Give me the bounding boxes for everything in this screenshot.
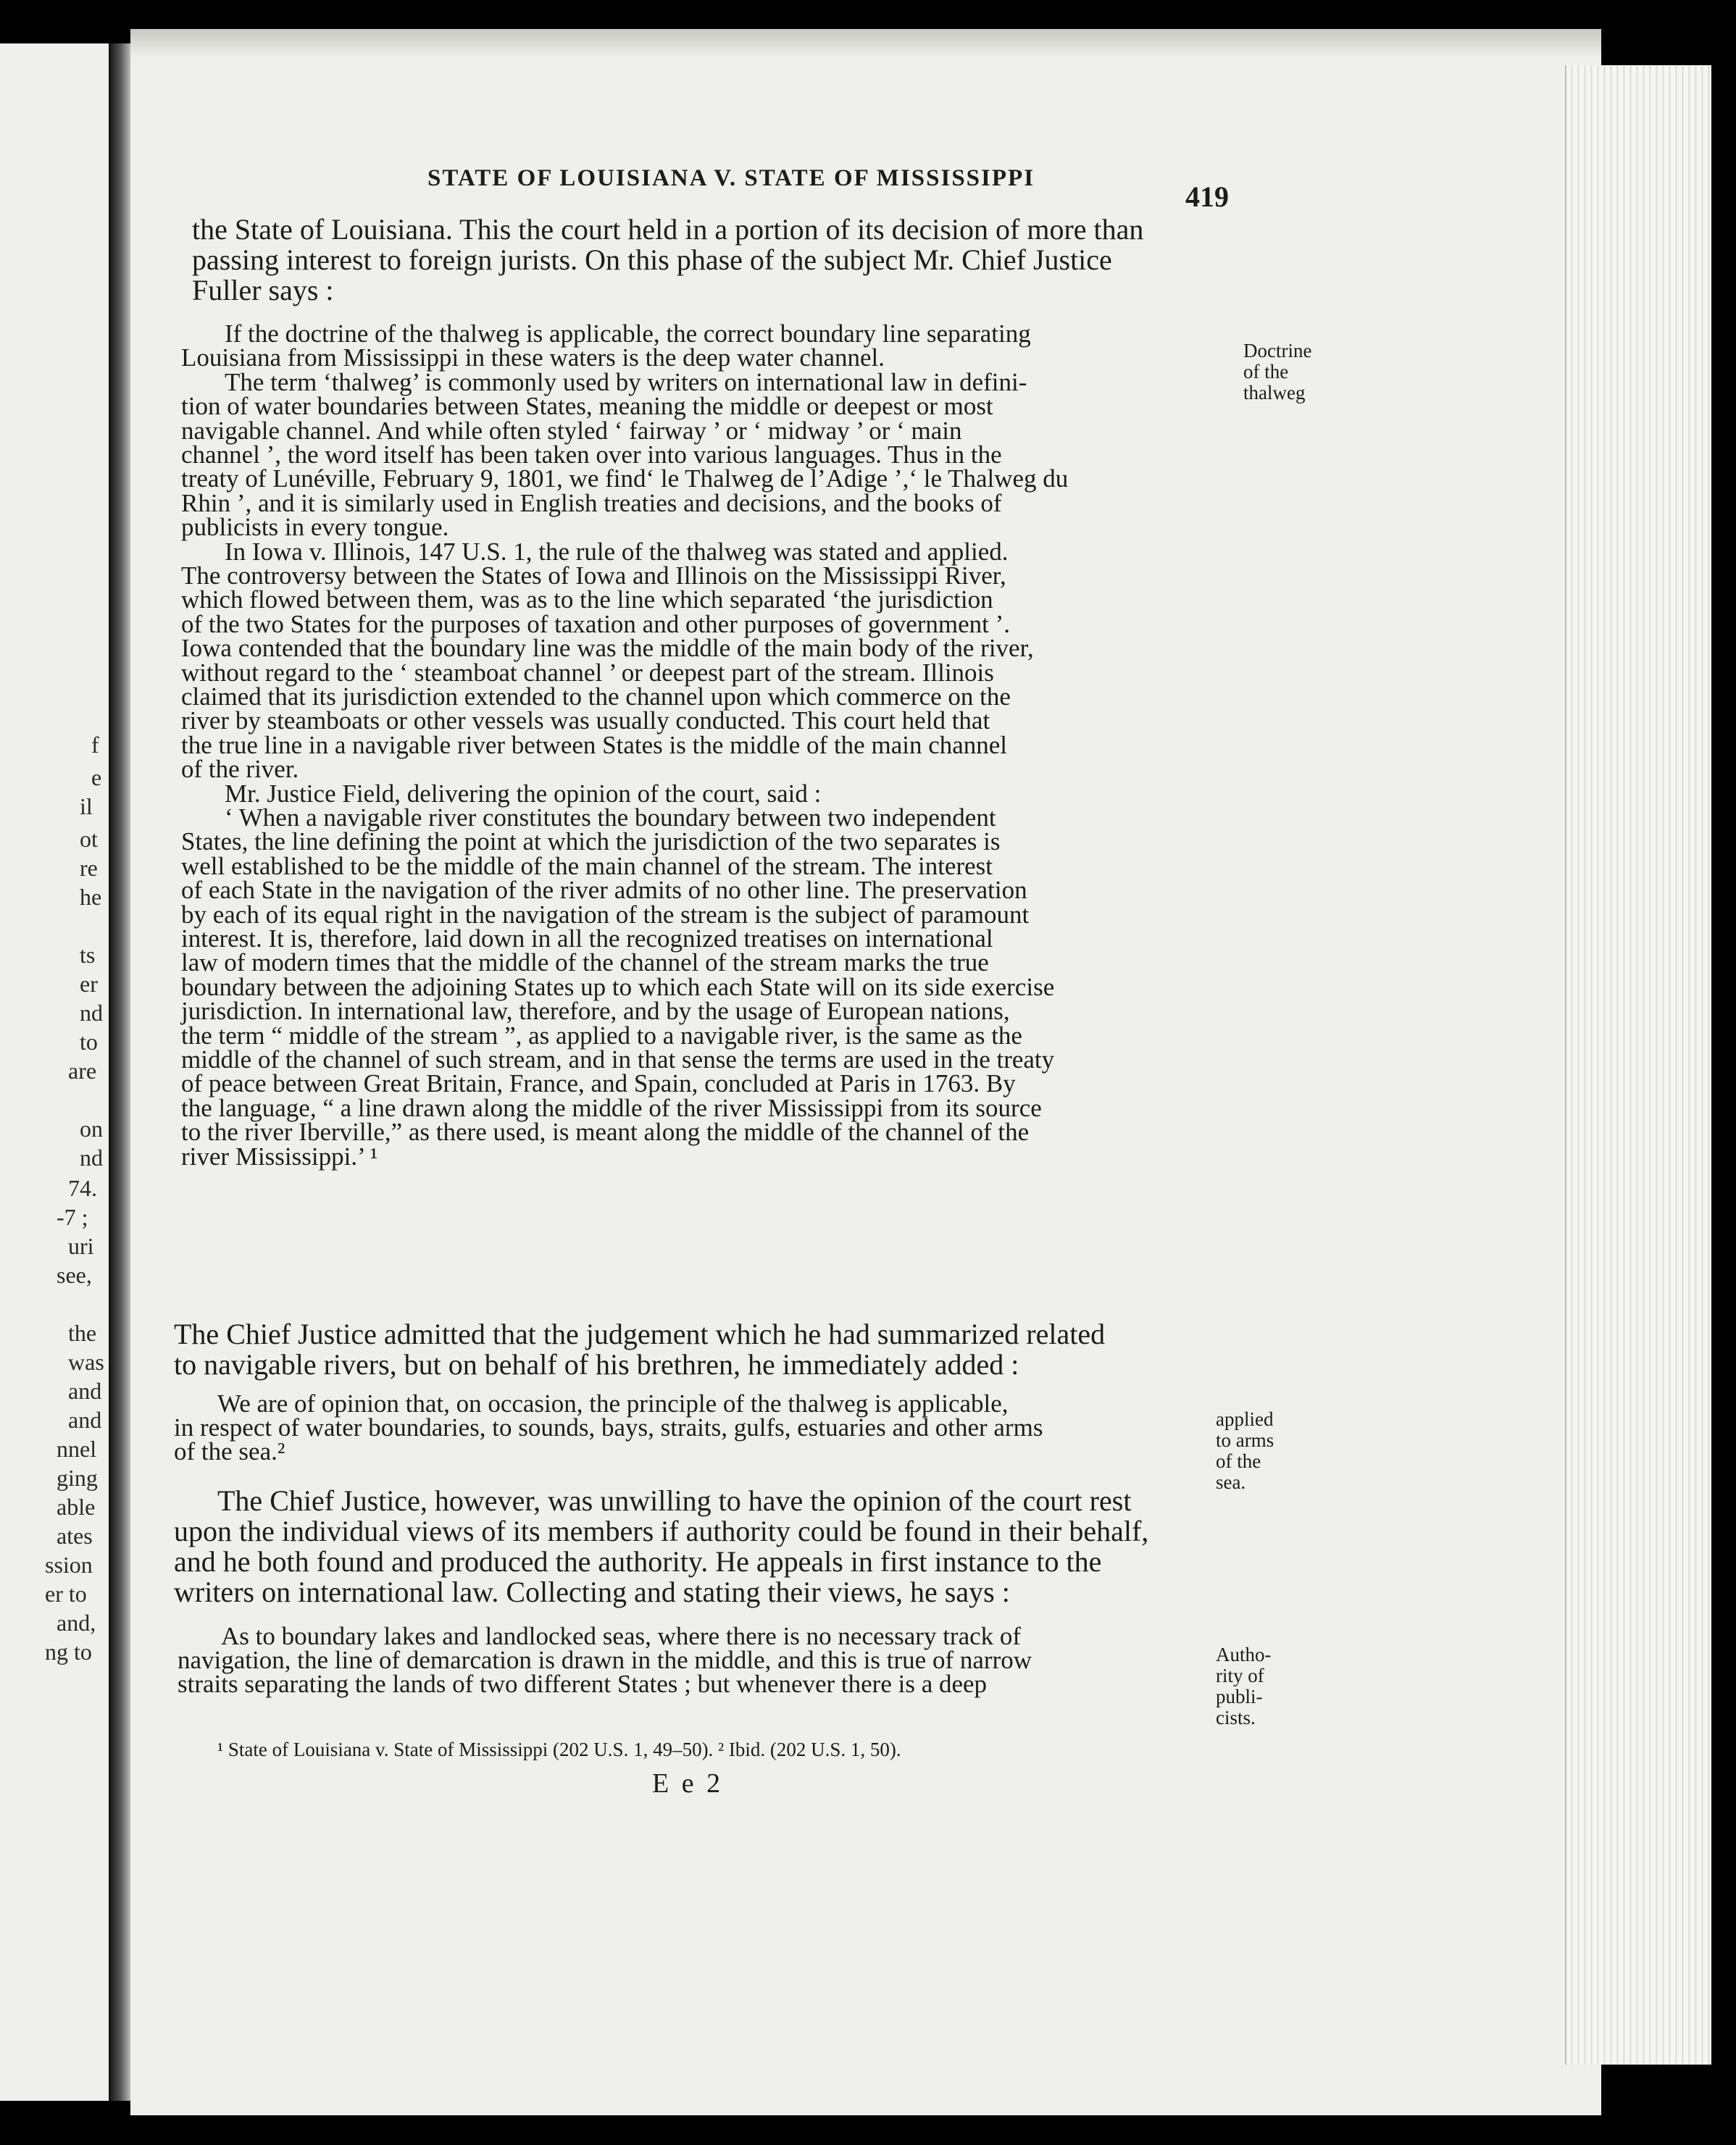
body2-line: The Chief Justice admitted that the judgement which he had summarized related <box>174 1318 1106 1350</box>
running-head: STATE OF LOUISIANA V. STATE OF MISSISSIPPI <box>427 165 1035 191</box>
sidenote-applied: applied to arms of the sea. <box>1216 1408 1274 1493</box>
left-page-fragment: nnel <box>57 1436 97 1462</box>
left-page-fragment: e <box>91 764 102 790</box>
quote2-line: of the sea.² <box>174 1437 285 1465</box>
left-page-fragment: nd <box>80 1000 103 1026</box>
quote1-line: river Mississippi.’ ¹ <box>181 1142 378 1171</box>
left-page-fragment: re <box>80 855 98 881</box>
left-page-fragment: and <box>68 1378 102 1404</box>
quote1-line: channel ’, the word itself has been taken over into various languages. Thus in the <box>181 440 1002 469</box>
quote1-line: States, the line defining the point at which the jurisdiction of the two separates is <box>181 827 1001 856</box>
sidenote-authority: Autho- rity of publi- cists. <box>1216 1644 1272 1728</box>
page-number: 419 <box>1185 180 1229 213</box>
quote1-line: well established to be the middle of the main channel of the stream. The interest <box>181 851 993 880</box>
quote1-line: Louisiana from Mississippi in these waters is the deep water channel. <box>181 343 885 372</box>
book-gutter <box>109 43 132 2101</box>
footnotes: ¹ State of Louisiana v. State of Mississippi (202 U.S. 1, 49–50). ² Ibid. (202 U.S. 1, 50). <box>217 1739 901 1760</box>
quote1-line: The term ‘thalweg’ is commonly used by writers on international law in defini- <box>225 367 1027 396</box>
quote3-line: navigation, the line of demarcation is drawn in the middle, and this is true of narrow <box>178 1646 1032 1674</box>
quote1-line: middle of the channel of such stream, and in that sense the terms are used in the treaty <box>181 1045 1055 1074</box>
quote1-line: of peace between Great Britain, France, and Spain, concluded at Paris in 1763. By <box>181 1069 1016 1098</box>
body2-line: to navigable rivers, but on behalf of his brethren, he immediately added : <box>174 1348 1019 1381</box>
left-page-fragment: able <box>57 1494 96 1520</box>
body3-line: and he both found and produced the authority. He appeals in first instance to the <box>174 1545 1102 1578</box>
body-line: passing interest to foreign jurists. On this phase of the subject Mr. Chief Justice <box>192 243 1112 276</box>
quote1-line: navigable channel. And while often styled ‘ fairway ’ or ‘ midway ’ or ‘ main <box>181 416 962 445</box>
body3-line: writers on international law. Collecting and stating their views, he says : <box>174 1576 1010 1608</box>
left-page-fragment: er to <box>45 1581 87 1607</box>
body-line: Fuller says : <box>192 274 334 306</box>
body-line: the State of Louisiana. This the court held in a portion of its decision of more than <box>192 213 1144 246</box>
left-page-fragment: ng to <box>45 1639 92 1665</box>
left-page-fragment: was <box>68 1349 104 1375</box>
left-page-fragment: and <box>68 1407 102 1433</box>
quote1-line: The controversy between the States of Iowa and Illinois on the Mississippi River, <box>181 561 1006 590</box>
left-page-fragment: nd <box>80 1145 103 1171</box>
quote1-line: law of modern times that the middle of the channel of the stream marks the true <box>181 948 989 977</box>
left-page-fragment: he <box>80 884 102 910</box>
left-page-fragment: ts <box>80 942 96 968</box>
quote1-line: of each State in the navigation of the river admits of no other line. The preservation <box>181 876 1027 905</box>
quote1-line: tion of water boundaries between States, meaning the middle or deepest or most <box>181 392 993 421</box>
quote1-line: to the river Iberville,” as there used, is meant along the middle of the channel of the <box>181 1118 1030 1147</box>
quote3-line: straits separating the lands of two different States ; but whenever there is a deep <box>178 1670 988 1698</box>
sidenote-doctrine: Doctrine of the thalweg <box>1243 340 1312 404</box>
quote1-line: claimed that its jurisdiction extended to the channel upon which commerce on the <box>181 682 1011 711</box>
left-page-fragment: ging <box>57 1465 98 1491</box>
quote1-line: river by steamboats or other vessels was usually conducted. This court held that <box>181 706 990 735</box>
left-page-fragment: ot <box>80 826 98 852</box>
left-page-fragment: the <box>68 1320 97 1346</box>
quote1-line: ‘ When a navigable river constitutes the boundary between two independent <box>225 803 996 832</box>
left-page-edge <box>0 43 112 2101</box>
signature-mark: E e 2 <box>652 1768 724 1799</box>
quote2-line: in respect of water boundaries, to sounds, bays, straits, gulfs, estuaries and other arms <box>174 1413 1043 1442</box>
quote1-line: Mr. Justice Field, delivering the opinion of the court, said : <box>225 779 822 808</box>
left-page-fragment: -7 ; <box>57 1204 88 1230</box>
quote1-line: of the river. <box>181 755 299 784</box>
quote1-line: the term “ middle of the stream ”, as applied to a navigable river, is the same as the <box>181 1021 1022 1050</box>
quote1-line: the true line in a navigable river between States is the middle of the main channel <box>181 730 1008 759</box>
left-page-fragment: 74. <box>68 1175 97 1201</box>
left-page-fragment: f <box>91 732 99 758</box>
body3-line: upon the individual views of its members if authority could be found in their behalf, <box>174 1515 1149 1547</box>
quote1-line: the language, “ a line drawn along the middle of the river Mississippi from its source <box>181 1093 1042 1122</box>
left-page-fragment: see, <box>57 1262 92 1288</box>
quote1-line: publicists in every tongue. <box>181 513 449 542</box>
body3-line: The Chief Justice, however, was unwilling to have the opinion of the court rest <box>217 1484 1132 1517</box>
left-page-fragment: and, <box>57 1610 96 1636</box>
quote1-line: Rhin ’, and it is similarly used in English treaties and decisions, and the books of <box>181 488 1002 517</box>
quote1-line: jurisdiction. In international law, therefore, and by the usage of European nations, <box>181 997 1010 1026</box>
page-top-shadow <box>130 29 1601 58</box>
left-page-fragment: ssion <box>45 1552 93 1578</box>
quote1-line: interest. It is, therefore, laid down in all the recognized treatises on international <box>181 924 993 953</box>
quote1-line: treaty of Lunéville, February 9, 1801, we find‘ le Thalweg de l’Adige ’,‘ le Thalweg du <box>181 464 1069 493</box>
left-page-fragment: ates <box>57 1523 93 1549</box>
left-page-fragment: are <box>68 1058 97 1084</box>
quote1-line: boundary between the adjoining States up to which each State will on its side exercise <box>181 972 1055 1001</box>
quote1-line: If the doctrine of the thalweg is applicable, the correct boundary line separating <box>225 319 1031 348</box>
quote2-line: We are of opinion that, on occasion, the principle of the thalweg is applicable, <box>217 1389 1009 1418</box>
left-page-fragment: er <box>80 971 98 997</box>
book-page-edges <box>1565 65 1711 2065</box>
quote1-line: without regard to the ‘ steamboat channel ’ or deepest part of the stream. Illinois <box>181 658 994 687</box>
quote3-line: As to boundary lakes and landlocked seas, where there is no necessary track of <box>221 1622 1022 1650</box>
quote1-line: of the two States for the purposes of taxation and other purposes of government ’. <box>181 609 1011 638</box>
quote1-line: Iowa contended that the boundary line was the middle of the main body of the river, <box>181 634 1034 663</box>
quote1-line: which flowed between them, was as to the line which separated ‘the jurisdiction <box>181 585 993 614</box>
quote1-line: by each of its equal right in the navigation of the stream is the subject of paramount <box>181 900 1030 929</box>
left-page-fragment: on <box>80 1116 103 1142</box>
quote1-line: In Iowa v. Illinois, 147 U.S. 1, the rule of the thalweg was stated and applied. <box>225 537 1009 566</box>
left-page-fragment: il <box>80 793 93 819</box>
left-page-fragment: to <box>80 1029 98 1055</box>
left-page-fragment: uri <box>68 1233 94 1259</box>
